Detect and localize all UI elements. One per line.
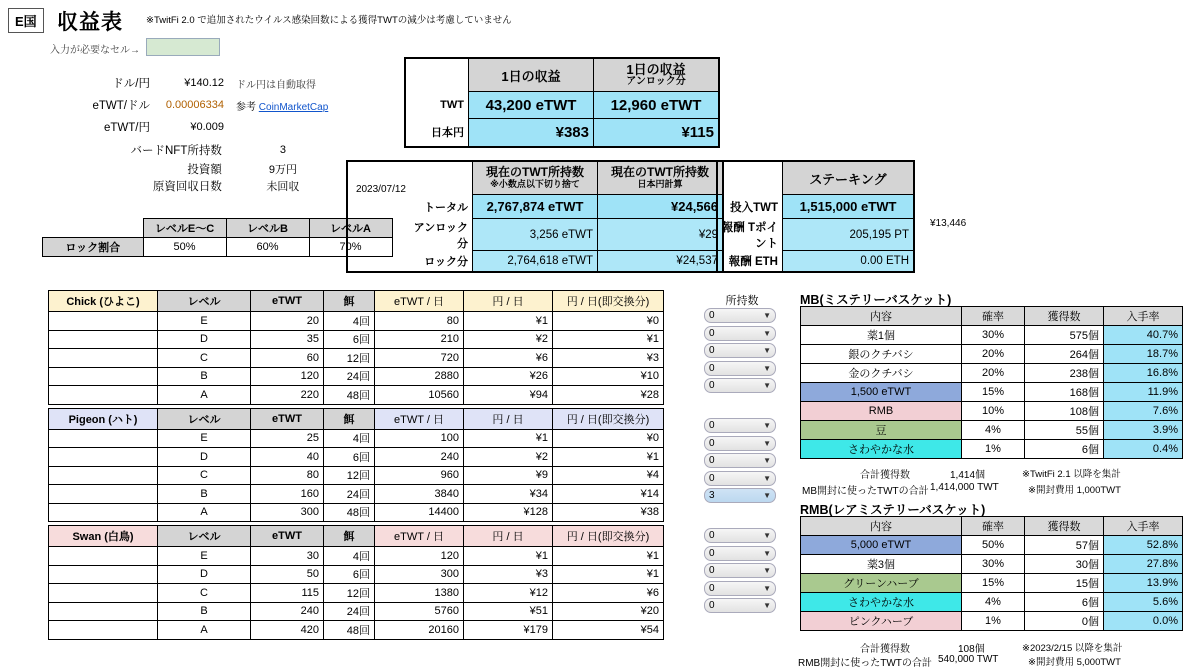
table-row: 薬3個 30% 30個 27.8%	[801, 555, 1183, 574]
chevron-down-icon: ▼	[763, 381, 771, 390]
holding-count-select[interactable]: 0 ▼	[704, 581, 776, 596]
chevron-down-icon: ▼	[763, 583, 771, 593]
holding-count-select[interactable]: 0 ▼	[704, 528, 776, 543]
rmb-spend-label: RMB開封に使ったTWTの合計	[798, 658, 932, 669]
table-row: E 30 4回 120 ¥1 ¥1	[49, 547, 664, 566]
current-holdings-table: 2023/07/12 現在のTWT所持数 ※小数点以下切り捨て 現在のTWT所持数 日本円計算 トータル 2,767,874 eTWT ¥24,566 アンロック分 3,256 eTWT ¥29 ロック分 2,764,618 eTWT ¥24,537	[346, 160, 724, 273]
holding-count-select[interactable]: 0 ▼	[704, 361, 776, 376]
table-row: 1,500 eTWT 15% 168個 11.9%	[801, 383, 1183, 402]
table-header-row: 内容 確率 獲得数 入手率	[801, 307, 1183, 326]
chevron-down-icon: ▼	[763, 438, 771, 448]
table-row: A 300 48回 14400 ¥128 ¥38	[49, 503, 664, 522]
table-row: 銀のクチバシ 20% 264個 18.7%	[801, 345, 1183, 364]
table-row: 薬1個 30% 575個 40.7%	[801, 326, 1183, 345]
table-row: D 40 6回 240 ¥2 ¥1	[49, 448, 664, 467]
table-header-row: Chick (ひよこ) レベル eTWT 餌 eTWT / 日 円 / 日 円 / 日(即交換分)	[49, 291, 664, 312]
holding-count-select[interactable]: 0 ▼	[704, 326, 776, 341]
table-row: B 240 24回 5760 ¥51 ¥20	[49, 602, 664, 621]
holding-count-select[interactable]: 3 ▼	[704, 488, 776, 503]
rmb-title: RMB(レアミステリーバスケット)	[800, 503, 986, 517]
lock-ratio-table: レベルE～C レベルB レベルA ロック割合 50% 60% 70%	[42, 218, 393, 257]
as-of-date: 2023/07/12	[355, 183, 406, 195]
staking-table: ステーキング 投入TWT 1,515,000 eTWT 報酬 Tポイント 205,195 PT 報酬 ETH 0.00 ETH	[716, 160, 915, 273]
holding-count-column	[704, 308, 776, 613]
holdings-block	[40, 140, 340, 194]
table-row: B 120 24回 2880 ¥26 ¥10	[49, 367, 664, 386]
mb-total-note: ※TwitFi 2.1 以降を集計	[1022, 469, 1121, 480]
table-header-row: 内容 確率 獲得数 入手率	[801, 517, 1183, 536]
table-row: E 20 4回 80 ¥1 ¥0	[49, 312, 664, 331]
input-cell-sample[interactable]	[146, 38, 220, 56]
mb-spend-label: MB開封に使ったTWTの合計	[802, 486, 929, 497]
chevron-down-icon: ▼	[763, 421, 771, 430]
param-row: eTWT/ドル 0.00006334 参考 CoinMarketCap	[92, 99, 329, 113]
parameters-block	[40, 72, 400, 138]
table-row: グリーンハーブ 15% 15個 13.9%	[801, 574, 1183, 593]
chevron-down-icon: ▼	[763, 566, 771, 575]
holding-count-select[interactable]: 0 ▼	[704, 598, 776, 613]
table-row: さわやかな水 4% 6個 5.6%	[801, 593, 1183, 612]
table-row: 金のクチバシ 20% 238個 16.8%	[801, 364, 1183, 383]
table-row: RMB 10% 108個 7.6%	[801, 402, 1183, 421]
bird-table-swan	[48, 525, 664, 640]
table-row: D 50 6回 300 ¥3 ¥1	[49, 565, 664, 584]
chevron-down-icon: ▼	[763, 601, 771, 610]
table-row: E 25 4回 100 ¥1 ¥0	[49, 429, 664, 448]
reference-label: 参考	[236, 101, 259, 113]
holding-count-select[interactable]: 0 ▼	[704, 378, 776, 393]
chevron-down-icon: ▼	[763, 473, 771, 483]
table-row: 豆 4% 55個 3.9%	[801, 421, 1183, 440]
holding-count-select[interactable]: 0 ▼	[704, 343, 776, 358]
chevron-down-icon: ▼	[763, 491, 771, 500]
coinmarketcap-link[interactable]: CoinMarketCap	[258, 101, 329, 113]
chevron-down-icon: ▼	[763, 456, 771, 465]
mb-title: MB(ミステリーバスケット)	[800, 293, 952, 307]
rmb-spend-value: 540,000 TWT	[938, 654, 999, 665]
table-row: 5,000 eTWT 50% 57個 52.8%	[801, 536, 1183, 555]
mb-table	[800, 306, 1183, 459]
country-badge: E国	[8, 8, 44, 33]
input-cell-label: 入力が必要なセル→	[50, 45, 140, 56]
table-header-row: Pigeon (ハト) レベル eTWT 餌 eTWT / 日 円 / 日 円 / 日(即交換分)	[49, 408, 664, 429]
table-row: C 60 12回 720 ¥6 ¥3	[49, 349, 664, 368]
chevron-down-icon: ▼	[763, 346, 771, 355]
table-row: C 80 12回 960 ¥9 ¥4	[49, 466, 664, 485]
mb-total-value: 1,414個	[950, 470, 986, 481]
rmb-spend-note: ※開封費用 5,000TWT	[1028, 657, 1121, 668]
mb-spend-value: 1,414,000 TWT	[930, 482, 999, 493]
mb-total-label: 合計獲得数	[860, 470, 910, 481]
holding-count-select[interactable]: 0 ▼	[704, 308, 776, 323]
daily-profit-table: 1日の収益 1日の収益 アンロック分 TWT 43,200 eTWT 12,960 eTWT 日本円 ¥383 ¥115	[404, 57, 720, 148]
holding-count-select[interactable]: 0 ▼	[704, 436, 776, 451]
header-note: ※TwitFi 2.0 で追加されたウイルス感染回数による獲得TWTの減少は考慮していません	[146, 15, 512, 26]
bird-table-chick	[48, 290, 664, 405]
holding-count-header: 所持数	[725, 295, 759, 307]
rmb-table	[800, 516, 1183, 631]
bird-table-pigeon	[48, 408, 664, 523]
holdings-row: 原資回収日数 未回収	[152, 180, 300, 193]
table-row: ピンクハーブ 1% 0個 0.0%	[801, 612, 1183, 631]
holding-count-select[interactable]: 0 ▼	[704, 546, 776, 561]
holding-count-select[interactable]: 0 ▼	[704, 453, 776, 468]
table-row: さわやかな水 1% 6個 0.4%	[801, 440, 1183, 459]
rmb-total-value: 108個	[958, 644, 985, 655]
holdings-row: 投資額 9万円	[187, 163, 297, 176]
mb-spend-note: ※開封費用 1,000TWT	[1028, 485, 1121, 496]
chevron-down-icon: ▼	[763, 363, 771, 373]
table-row: D 35 6回 210 ¥2 ¥1	[49, 330, 664, 349]
bird-tables	[48, 290, 664, 640]
table-header-row: Swan (白鳥) レベル eTWT 餌 eTWT / 日 円 / 日 円 / 日(即交換分)	[49, 526, 664, 547]
page-title: 収益表	[57, 11, 123, 34]
lock-ratio-label: ロック割合	[43, 238, 144, 257]
staking-yen-value: ¥13,446	[930, 218, 967, 229]
table-row: A 420 48回 20160 ¥179 ¥54	[49, 621, 664, 640]
chevron-down-icon: ▼	[763, 548, 771, 558]
holdings-row: バードNFT所持数 3	[130, 144, 286, 157]
holding-count-select[interactable]: 0 ▼	[704, 563, 776, 578]
rmb-total-label: 合計獲得数	[860, 644, 910, 655]
table-row: A 220 48回 10560 ¥94 ¥28	[49, 386, 664, 405]
chevron-down-icon: ▼	[763, 311, 771, 320]
chevron-down-icon: ▼	[763, 328, 771, 338]
param-row: eTWT/円 ¥0.009	[104, 121, 224, 134]
table-row: B 160 24回 3840 ¥34 ¥14	[49, 485, 664, 504]
holding-count-select[interactable]: 0 ▼	[704, 418, 776, 433]
table-row: C 115 12回 1380 ¥12 ¥6	[49, 584, 664, 603]
holding-count-select[interactable]: 0 ▼	[704, 471, 776, 486]
param-row: ドル/円 ¥140.12 ドル円は自動取得	[112, 77, 316, 91]
chevron-down-icon: ▼	[763, 531, 771, 540]
rmb-total-note: ※2023/2/15 以降を集計	[1022, 643, 1123, 654]
